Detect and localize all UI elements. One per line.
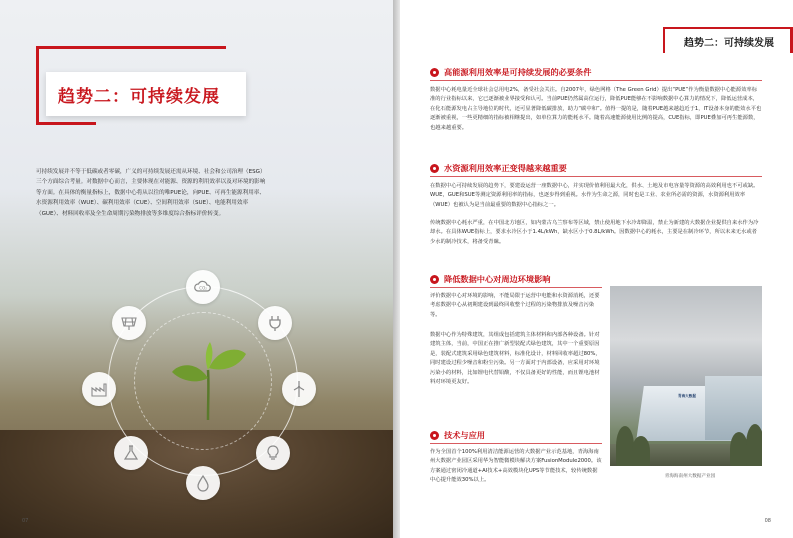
page-title-box (46, 72, 246, 116)
section-divider (430, 176, 762, 177)
bullet-icon (430, 68, 439, 77)
section-2-body: 在数据中心可持续发展的趋势下，要建设运营一座数据中心，并实现价值利用最大化，供水、土地及市电容量等资源的高效利用也不可或缺。WUE，GUE和SUE等测定资源利用率的指标，也逐步得到重视。水作为生命之源，同时也是工业、农业所必需的资源，水资源利用效率（WUE）也被认为是当前最重要的数据中心指标之一。 (430, 183, 759, 208)
section-divider (430, 443, 602, 444)
section-divider (430, 80, 762, 81)
factory-icon (82, 372, 116, 406)
intro-paragraph: 可持续发展并不等于低碳或者零碳，广义的可持续发展还需从环境、社会和公司治理（ESG）三个方面综合考量。对数据中心而言，主要体现在对能源、资源的利用效率以及对环境的影响等方面。在具体的衡量指标上，数据中心将从以往的唯PUE论，向PUE、可再生能源利用率、水资源利用效率（WUE）、碳利用效率（CUE）、空间利用效率（SUE）、电能利用效率（GUE）、材料回收率及全生命周期污染物排放等多维度综合指标评价转变。 (36, 169, 266, 217)
title-frame-bottom (36, 122, 96, 125)
co2-cloud-icon (186, 270, 220, 304)
header-label: 趋势二：可持续发展 (684, 37, 774, 49)
water-drop-icon (186, 466, 220, 500)
section-3-body-2: 数据中心作为特殊建筑，其组成包括建筑主体材料和内部各种设备。针对建筑主体，当前，中国正在推广新型装配式绿色建筑，其中一个重要原因是，装配式建筑采用绿色建筑材料，标准化设计，材料回收率超过80%，同时建设过程少噪音和粉尘污染。另一方面对于内部设备，应采用对环境污染小的材料，比如锂电代替铅酸，不仅具备更好的性能，而且锂电池材料对环境更友好。 (430, 332, 601, 386)
section-divider (430, 287, 602, 288)
section-heading-2: 水资源利用效率正变得越来越重要 (430, 162, 567, 174)
tree-shape (746, 424, 762, 466)
svg-text:CO₂: CO₂ (199, 285, 207, 291)
section-3-body: 评价数据中心对环境的影响，不能局限于运营中电能和水资源消耗，还要考虑数据中心从初期建设到最终回收整个过程的污染物排放及噪音污染等。 (430, 293, 600, 318)
plug-icon (258, 306, 292, 340)
page-number-left: 07 (22, 518, 29, 524)
lightbulb-icon (256, 436, 290, 470)
bullet-icon (430, 431, 439, 440)
section-1-body: 数据中心耗电量近全球社会总用电2%，备受社会关注。自2007年，绿色网格（The Green Grid）提出“PUE”作为衡量数据中心能源效率标准的行业指标以来，它已逐渐被业界接受和认可。当前PUE仍然属高位运行，降低PUE能够在不影响数据中心算力的情况下，降低运营成本，在化石能源发电占主导地位的时代，还可显著降低碳排放，助力“碳中和”。值得一提的是，随着PUE越来越趋近于1，IT设备本身的能效水平也逐渐被重视，一些更精细的指标被相继提出，如单位算力的能耗水平。随着高速能源使用比例的提高，CUE指标，即PUE叠加可再生能源数，也越来越重要。 (430, 87, 762, 131)
header-label-box (663, 27, 793, 53)
tree-shape (632, 436, 650, 466)
right-page (400, 0, 793, 538)
page-title: 趋势二：可持续发展 (58, 86, 220, 107)
flask-icon (114, 436, 148, 470)
section-heading-3: 降低数据中心对周边环境影响 (430, 273, 550, 285)
bullet-icon (430, 275, 439, 284)
section-2-body-2: 传统数据中心耗水严重，在中国北方地区，如内蒙古乌兰察布等区域，禁止使用地下水冷却降温，禁止为新建的大数据企业提供自来水作为冷却水。在具体WUE指标上，要求水冷区小于1.4L/kWh，缺水区小于0.8L/kWh。因数据中心的耗水，主要是在制冷环节，所以未来无水或者少水的制冷技术，将备受青睐。 (430, 220, 759, 245)
gutter (393, 0, 400, 538)
solar-panel-icon (112, 306, 146, 340)
page-number-right: 08 (764, 518, 771, 524)
section-heading-4: 技术与应用 (430, 429, 485, 441)
section-heading-1: 高能源利用效率是可持续发展的必要条件 (430, 66, 591, 78)
data-center-photo (610, 286, 762, 466)
left-page (0, 0, 393, 538)
sprout-icon (168, 330, 248, 420)
building-sign: 青海大数据 (678, 394, 696, 398)
section-4-body: 作为全国首个100%利用清洁能源运营的大数据产业示范基地，青海海南州大数据产业园区采用华为智能微模块解决方案FusionModule2000。该方案通过密闭冷通道+AI技术+高效模块化UPS等节能技术，较传统数据中心提升能效30%以上。 (430, 449, 602, 484)
bullet-icon (430, 164, 439, 173)
photo-caption: 青海海南州大数据产业园 (664, 474, 716, 479)
wind-turbine-icon (282, 372, 316, 406)
